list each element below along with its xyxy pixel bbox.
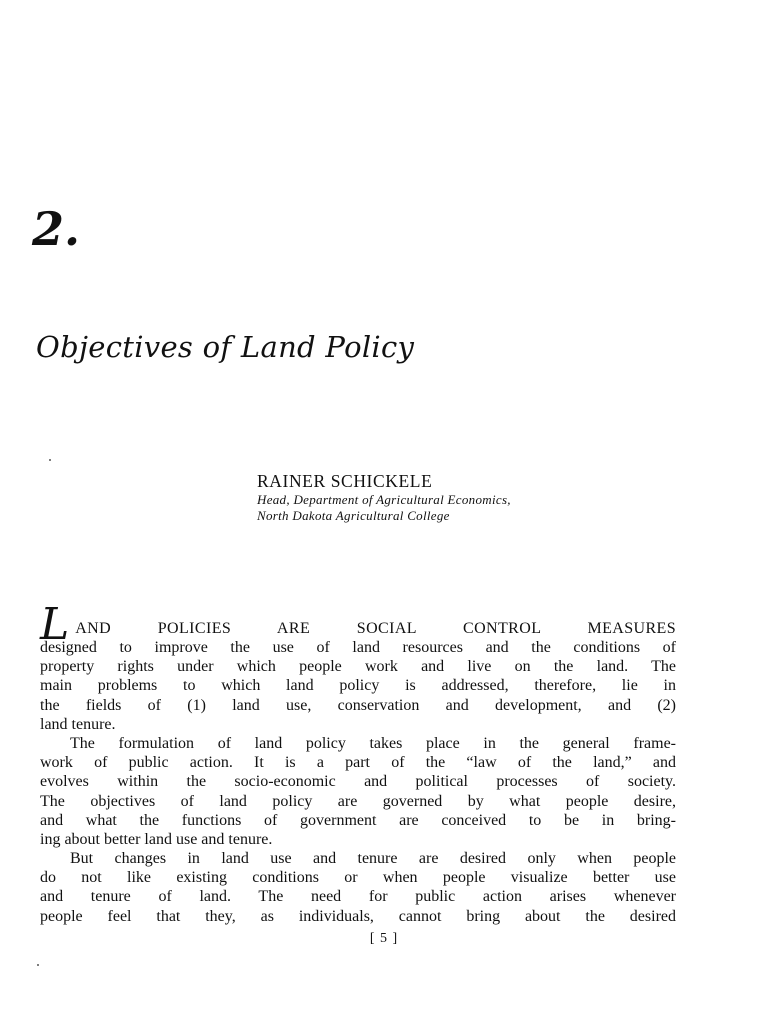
- text-line: The objectives of land policy are governed by what people desire,: [40, 792, 676, 810]
- text-line: people feel that they, as individuals, cannot bring about the desired: [40, 907, 676, 925]
- text-line: land tenure.: [40, 715, 116, 733]
- author-affiliation-line1: Head, Department of Agricultural Economics,: [257, 492, 511, 507]
- page-number: [ 5 ]: [369, 931, 399, 946]
- chapter-title: Objectives of Land Policy: [36, 330, 415, 364]
- author-affiliation-line2: North Dakota Agricultural College: [257, 508, 450, 523]
- drop-cap: L: [40, 599, 70, 650]
- text-line: and what the functions of government are conceived to be in bring-: [40, 811, 676, 829]
- author-name: RAINER SCHICKELE: [257, 471, 433, 491]
- body-text: [40, 599, 676, 926]
- text-line: and tenure of land. The need for public action arises whenever: [40, 888, 676, 906]
- chapter-number: 2.: [32, 202, 81, 256]
- text-line: ing about better land use and tenure.: [40, 830, 273, 848]
- print-speck: [49, 459, 51, 461]
- text-line: property rights under which people work and live on the land. The: [40, 658, 676, 676]
- opening-line-text: AND POLICIES ARE SOCIAL CONTROL MEASURES: [75, 619, 676, 637]
- text-line: do not like existing conditions or when people visualize better use: [40, 869, 676, 887]
- print-speck: [37, 964, 39, 966]
- text-line: main problems to which land policy is addressed, therefore, lie in: [40, 677, 676, 695]
- text-line: the fields of (1) land use, conservation and development, and (2): [40, 696, 676, 714]
- text-line: But changes in land use and tenure are desired only when people: [70, 850, 676, 868]
- text-line: work of public action. It is a part of the “law of the land,” and: [40, 754, 676, 772]
- author-block: [257, 470, 511, 524]
- text-line: designed to improve the use of land resources and the conditions of: [40, 639, 676, 656]
- text-line: evolves within the socio-economic and political processes of society.: [40, 773, 676, 791]
- text-line: The formulation of land policy takes place in the general frame-: [70, 734, 676, 752]
